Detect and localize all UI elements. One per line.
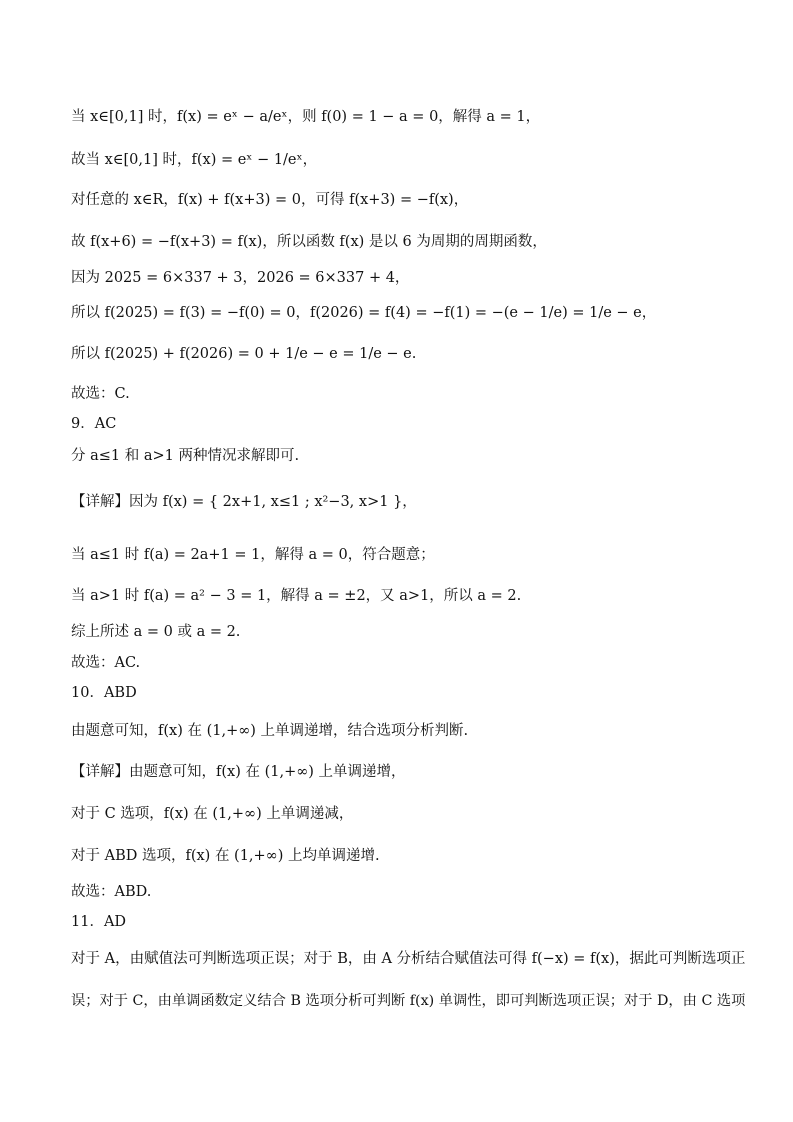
text-line: 【详解】因为 f(x) = { 2x+1, x≤1 ; x²−3, x>1 }， [71,494,417,510]
text-line: 当 a>1 时 f(a) = a² − 3 = 1，解得 a = ±2，又 a>1，所以 a = 2. [71,588,522,604]
text-line: 故选：ABD. [71,884,152,900]
text-line: 当 x∈[0,1] 时，f(x) = eˣ − a/eˣ，则 f(0) = 1 − a = 0，解得 a = 1， [71,109,541,125]
question-number: 10．ABD [71,685,137,701]
text-line: 所以 f(2025) = f(3) = −f(0) = 0，f(2026) = f(4) = −f(1) = −(e − 1/e) = 1/e − e， [71,305,657,321]
text-line: 当 a≤1 时 f(a) = 2a+1 = 1，解得 a = 0，符合题意； [71,547,435,563]
text-line: 故选：C. [71,386,130,402]
text-line: 对于 C 选项，f(x) 在 (1,+∞) 上单调递减， [71,806,354,822]
text-line: 分 a≤1 和 a>1 两种情况求解即可. [71,448,300,464]
text-line: 由题意可知，f(x) 在 (1,+∞) 上单调递增，结合选项分析判断. [71,723,469,739]
text-line: 故选：AC. [71,655,141,671]
text-line: 对于 A，由赋值法可判断选项正误；对于 B，由 A 分析结合赋值法可得 f(−x) = f(x)，据此可判断选项正 [71,951,746,967]
text-line: 故当 x∈[0,1] 时，f(x) = eˣ − 1/eˣ， [71,152,318,168]
text-line: 因为 2025 = 6×337 + 3，2026 = 6×337 + 4， [71,270,410,286]
text-line: 对于 ABD 选项，f(x) 在 (1,+∞) 上均单调递增. [71,848,380,864]
text-line: 【详解】由题意可知，f(x) 在 (1,+∞) 上单调递增， [71,764,406,780]
text-line: 误；对于 C，由单调函数定义结合 B 选项分析可判断 f(x) 单调性，即可判断选项正误；对于 D，由 C 选项 [71,993,746,1009]
text-line: 故 f(x+6) = −f(x+3) = f(x)，所以函数 f(x) 是以 6 为周期的周期函数， [71,234,547,250]
question-number: 11．AD [71,914,127,930]
question-number: 9．AC [71,416,117,432]
text-line: 综上所述 a = 0 或 a = 2. [71,624,241,640]
text-line: 对任意的 x∈R，f(x) + f(x+3) = 0，可得 f(x+3) = −f(x)， [71,192,469,208]
text-line: 所以 f(2025) + f(2026) = 0 + 1/e − e = 1/e − e. [71,346,417,362]
